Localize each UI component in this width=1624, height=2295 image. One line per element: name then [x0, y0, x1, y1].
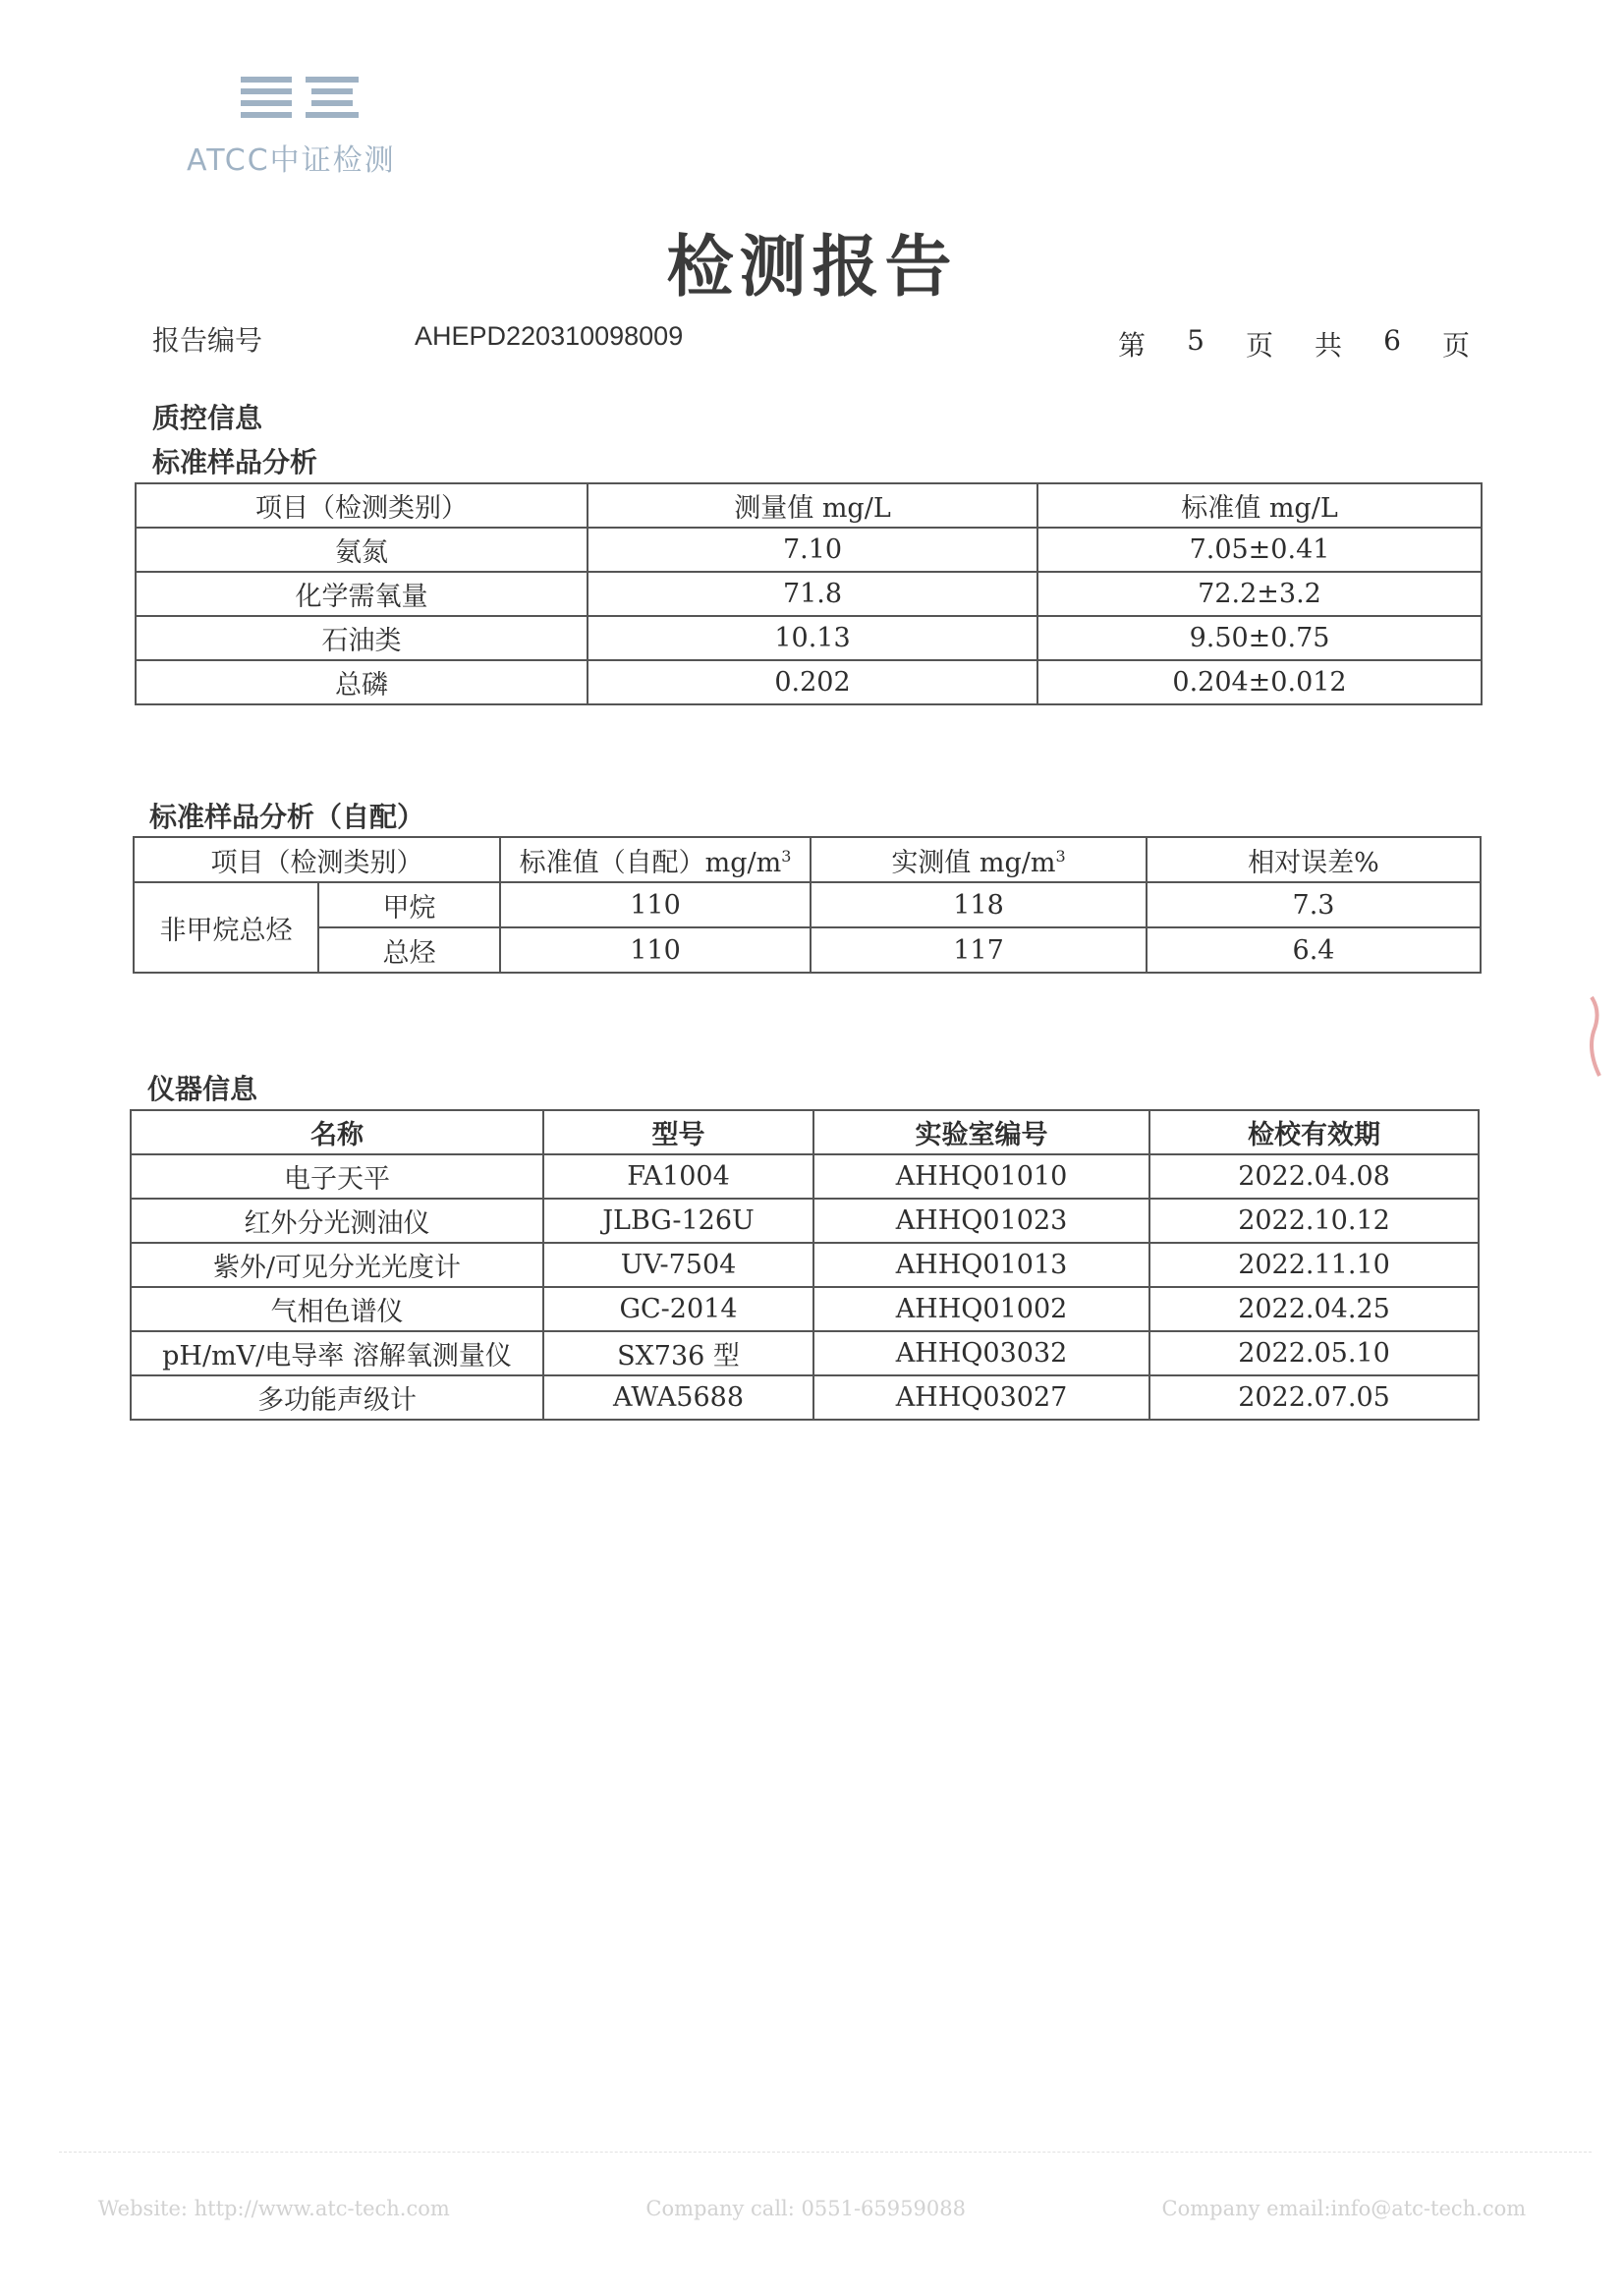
- table-header: 相对误差%: [1147, 837, 1481, 882]
- table-cell: 甲烷: [318, 882, 500, 927]
- document-title: 检测报告: [666, 229, 958, 307]
- section-standard-title: 标准样品分析: [152, 446, 318, 478]
- instrument-table: [130, 1109, 1480, 1421]
- page-current: 5: [1187, 324, 1204, 357]
- table-cell: JLBG-126U: [543, 1199, 813, 1243]
- footer-divider: [59, 2152, 1592, 2153]
- superscript: 3: [1055, 846, 1066, 866]
- page-di: 第: [1118, 329, 1147, 362]
- table-row: [134, 927, 1481, 973]
- table-cell: AHHQ03032: [813, 1331, 1149, 1375]
- table-row: [131, 1331, 1479, 1375]
- table-cell: AHHQ01023: [813, 1199, 1149, 1243]
- table-header: 名称: [131, 1110, 543, 1154]
- table-cell: 2022.04.25: [1149, 1287, 1479, 1331]
- page-ye: 页: [1441, 329, 1470, 362]
- table-cell: SX736 型: [543, 1331, 813, 1375]
- table-header: 实验室编号: [813, 1110, 1149, 1154]
- table-cell: 总磷: [136, 660, 588, 704]
- section-qc-title: 质控信息: [152, 402, 263, 434]
- table-header: 项目（检测类别）: [134, 837, 500, 882]
- table-header-row: [136, 483, 1482, 528]
- table-row: [131, 1375, 1479, 1420]
- section-standard-self-title: 标准样品分析（自配）: [149, 801, 425, 833]
- table-row: [136, 616, 1482, 660]
- table-cell: pH/mV/电导率 溶解氧测量仪: [131, 1331, 543, 1375]
- table-header-row: [131, 1110, 1479, 1154]
- table-cell: 0.204±0.012: [1037, 660, 1482, 704]
- self-prepared-standard-table: [133, 836, 1482, 974]
- table-header-row: [134, 837, 1481, 882]
- table-row: [131, 1243, 1479, 1287]
- logo-text: ATCC中证检测: [187, 143, 396, 178]
- table-cell: 7.05±0.41: [1037, 528, 1482, 572]
- footer: [0, 2197, 1624, 2220]
- table-cell: AHHQ01002: [813, 1287, 1149, 1331]
- table-row: [131, 1154, 1479, 1199]
- table-cell: 多功能声级计: [131, 1375, 543, 1420]
- table-cell: 石油类: [136, 616, 588, 660]
- atcc-logo-icon: [241, 77, 368, 126]
- table-row: [131, 1287, 1479, 1331]
- table-cell: 总烃: [318, 927, 500, 973]
- seal-edge-mark: [1584, 992, 1609, 1081]
- table-cell: 2022.04.08: [1149, 1154, 1479, 1199]
- table-cell: 6.4: [1147, 927, 1481, 973]
- table-cell: 2022.10.12: [1149, 1199, 1479, 1243]
- table-row: [136, 660, 1482, 704]
- page-gong: 共: [1315, 329, 1343, 362]
- table-cell: AWA5688: [543, 1375, 813, 1420]
- table-cell: 9.50±0.75: [1037, 616, 1482, 660]
- table-cell: 7.10: [588, 528, 1037, 572]
- table-cell: 71.8: [588, 572, 1037, 616]
- table-header: [811, 837, 1147, 882]
- table-cell: UV-7504: [543, 1243, 813, 1287]
- section-instrument-title: 仪器信息: [147, 1073, 258, 1105]
- table-cell: GC-2014: [543, 1287, 813, 1331]
- table-header: 项目（检测类别）: [136, 483, 588, 528]
- table-cell: 118: [811, 882, 1147, 927]
- table-cell: FA1004: [543, 1154, 813, 1199]
- report-number: AHEPD220310098009: [415, 321, 684, 351]
- table-group-cell: 非甲烷总烃: [134, 882, 318, 973]
- superscript: 3: [781, 846, 792, 866]
- table-cell: AHHQ01010: [813, 1154, 1149, 1199]
- header-text: 标准值（自配）mg/m: [519, 847, 782, 878]
- page-total: 6: [1383, 324, 1401, 357]
- table-cell: 72.2±3.2: [1037, 572, 1482, 616]
- table-cell: 化学需氧量: [136, 572, 588, 616]
- footer-call: Company call: 0551-65959088: [645, 2197, 966, 2220]
- table-cell: AHHQ03027: [813, 1375, 1149, 1420]
- table-header: 标准值 mg/L: [1037, 483, 1482, 528]
- table-cell: 117: [811, 927, 1147, 973]
- table-cell: 2022.07.05: [1149, 1375, 1479, 1420]
- table-cell: 10.13: [588, 616, 1037, 660]
- table-row: [136, 528, 1482, 572]
- table-cell: 7.3: [1147, 882, 1481, 927]
- table-cell: 气相色谱仪: [131, 1287, 543, 1331]
- table-header: 测量值 mg/L: [588, 483, 1037, 528]
- table-row: [131, 1199, 1479, 1243]
- table-cell: 红外分光测油仪: [131, 1199, 543, 1243]
- page-ye: 页: [1245, 329, 1273, 362]
- table-row: [136, 572, 1482, 616]
- footer-website: Website: http://www.atc-tech.com: [97, 2197, 450, 2220]
- table-header: 型号: [543, 1110, 813, 1154]
- header-text: 实测值 mg/m: [891, 847, 1056, 878]
- footer-email: Company email:info@atc-tech.com: [1161, 2197, 1527, 2220]
- table-cell: 110: [500, 882, 811, 927]
- table-cell: 2022.05.10: [1149, 1331, 1479, 1375]
- standard-sample-table: [135, 482, 1483, 705]
- report-number-label: 报告编号: [152, 324, 263, 357]
- table-cell: 电子天平: [131, 1154, 543, 1199]
- table-cell: 氨氮: [136, 528, 588, 572]
- table-cell: 2022.11.10: [1149, 1243, 1479, 1287]
- company-logo: [187, 77, 432, 180]
- table-header: 检校有效期: [1149, 1110, 1479, 1154]
- page-indicator: [1118, 324, 1470, 364]
- table-cell: 110: [500, 927, 811, 973]
- table-cell: 紫外/可见分光光度计: [131, 1243, 543, 1287]
- table-cell: 0.202: [588, 660, 1037, 704]
- table-header: [500, 837, 811, 882]
- table-cell: AHHQ01013: [813, 1243, 1149, 1287]
- table-row: [134, 882, 1481, 927]
